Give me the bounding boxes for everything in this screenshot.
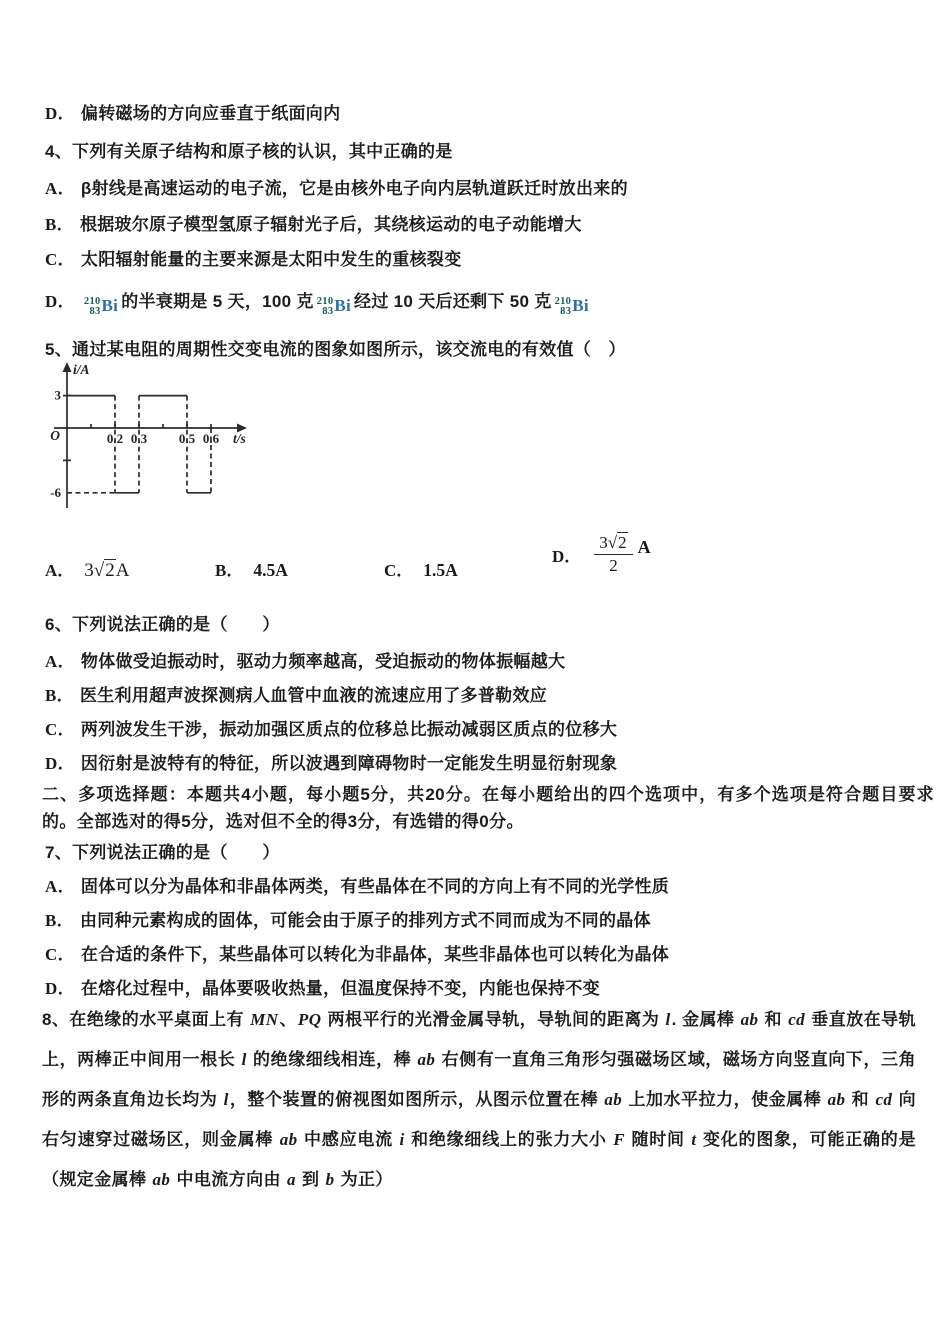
section-2-header: 二、多项选择题：本题共4小题，每小题5分，共20分。在每小题给出的四个选项中，有多个选项是符合题目要求的。全部选对的得5分，选对但不全的得3分，有选错的得0分。: [42, 785, 934, 831]
option-letter: D．: [45, 979, 75, 998]
option-text: 医生利用超声波探测病人血管中血液的流速应用了多普勒效应: [79, 686, 548, 705]
option-value: [84, 560, 129, 581]
q5-option-c: [384, 556, 458, 581]
option-letter: D．: [45, 754, 75, 773]
radical-sign: √: [607, 533, 618, 552]
atomic-number: 83: [89, 306, 101, 317]
option-letter: A．: [45, 561, 75, 580]
svg-text:O: O: [50, 428, 60, 443]
option-text-part2: 经过 10 天后还剩下 50 克: [354, 292, 552, 311]
square-wave-chart: [34, 360, 269, 520]
option-text: 根据玻尔原子模型氢原子辐射光子后，其绕核运动的电子动能增大: [79, 215, 582, 234]
unit: A: [637, 536, 651, 557]
q5-option-d: [552, 532, 651, 576]
bi-210-nuclide: [554, 296, 589, 317]
q4-option-b: [45, 210, 582, 235]
option-letter: D．: [45, 104, 75, 123]
coefficient: 3: [84, 560, 94, 581]
q6-title: 6、下列说法正确的是（ ）: [45, 615, 280, 634]
option-text: 两列波发生干涉，振动加强区质点的位移总比振动减弱区质点的位移大: [80, 720, 618, 739]
option-letter: C．: [45, 945, 75, 964]
square-root: [94, 559, 116, 582]
q6-option-b: [45, 681, 547, 706]
atomic-number: 83: [560, 306, 572, 317]
q4-title: 4、下列有关原子结构和原子核的认识，其中正确的是: [45, 142, 453, 161]
nuclide-numbers: [317, 297, 334, 317]
q5-option-b: [215, 556, 288, 581]
option-text: 由同种元素构成的固体，可能会由于原子的排列方式不同而成为不同的晶体: [79, 911, 651, 930]
q6-option-a: [45, 647, 565, 672]
option-text: 因衍射是波特有的特征，所以波遇到障碍物时一定能发生明显衍射现象: [80, 754, 618, 773]
option-text: 在合适的条件下，某些晶体可以转化为非晶体，某些非晶体也可以转化为晶体: [80, 945, 670, 964]
radicand: 2: [618, 533, 627, 552]
q7-option-c: [45, 940, 669, 965]
bi-210-nuclide: [316, 296, 352, 317]
nuclide-numbers: [555, 297, 572, 317]
nuclide-numbers: [84, 297, 101, 317]
current-time-graph: [34, 360, 269, 525]
fraction-numerator: [594, 532, 632, 555]
q7-option-b: [45, 906, 651, 931]
q4-option-a: [45, 174, 628, 199]
coefficient: 3: [599, 533, 608, 552]
svg-text:-6: -6: [50, 484, 61, 500]
bi-210-nuclide: [83, 296, 119, 317]
option-value: 1.5A: [423, 560, 458, 580]
option-letter: D．: [45, 292, 75, 311]
q6-option-c: [45, 715, 617, 740]
unit: A: [115, 560, 130, 581]
option-letter: C．: [45, 720, 75, 739]
mass-number: 210: [316, 296, 334, 307]
q4-option-d: [45, 287, 592, 320]
option-text-part1: 的半衰期是 5 天，100 克: [121, 292, 314, 311]
option-value: 4.5A: [253, 560, 288, 580]
option-letter: B．: [215, 561, 244, 580]
svg-text:3: 3: [54, 387, 61, 403]
q7-title: 7、下列说法正确的是（ ）: [45, 843, 280, 862]
svg-text:0.2: 0.2: [106, 431, 124, 446]
svg-text:i/A: i/A: [73, 362, 90, 377]
element-symbol: Bi: [334, 296, 352, 315]
option-letter: C．: [45, 250, 75, 269]
svg-text:t/s: t/s: [233, 431, 246, 446]
option-text: 太阳辐射能量的主要来源是太阳中发生的重核裂变: [80, 250, 462, 269]
mass-number: 210: [554, 296, 572, 307]
option-text: β射线是高速运动的电子流，它是由核外电子向内层轨道跃迁时放出来的: [80, 179, 628, 198]
option-letter: C．: [384, 561, 414, 580]
option-text: 偏转磁场的方向应垂直于纸面向内: [80, 104, 341, 123]
option-text: 物体做受迫振动时，驱动力频率越高，受迫振动的物体振幅越大: [80, 652, 566, 671]
radicand: 2: [105, 560, 115, 581]
fraction-denominator: 2: [609, 556, 618, 575]
q5-title: 5、通过某电阻的周期性交变电流的图象如图所示，该交流电的有效值（ ）: [45, 340, 626, 359]
svg-text:0.5: 0.5: [178, 431, 196, 446]
option-text: 固体可以分为晶体和非晶体两类，有些晶体在不同的方向上有不同的光学性质: [80, 877, 670, 896]
q6-option-d: [45, 749, 617, 774]
q8-text: 8、在绝缘的水平桌面上有 MN、PQ 两根平行的光滑金属导轨，导轨间的距离为 l. 金属棒 ab 和 cd 垂直放在导轨上，两棒正中间用一根长 l 的绝缘细线相连，棒 ab 右侧有一直角三角形匀强磁场区域，磁场方向竖直向下，三角形的两条直角边长均为 l，整个装置的俯视图如图所示，从图示位置在棒 ab 上加水平拉力，使金属棒 ab 和 cd 向右匀速穿过磁场区，则金属棒 ab 中感应电流 i 和绝缘细线上的张力大小 F 随时间 t 变化的图象，可能正确的是（规定金属棒 ab 中电流方向由 a 到 b 为正）: [42, 1010, 916, 1189]
option-letter: A．: [45, 652, 75, 671]
svg-text:0.3: 0.3: [130, 431, 148, 446]
element-symbol: Bi: [101, 296, 119, 315]
q7-option-d: [45, 974, 600, 999]
radical-sign: √: [93, 560, 105, 581]
option-letter: B．: [45, 215, 74, 234]
fraction: [594, 532, 632, 576]
svg-text:0.6: 0.6: [202, 431, 220, 446]
option-letter: B．: [45, 911, 74, 930]
option-letter: A．: [45, 877, 75, 896]
q5-option-a: [45, 556, 129, 582]
q7-option-a: [45, 872, 669, 897]
atomic-number: 83: [322, 306, 334, 317]
q4-option-c: [45, 245, 462, 270]
option-letter: A．: [45, 179, 75, 198]
option-text: 在熔化过程中，晶体要吸收热量，但温度保持不变，内能也保持不变: [80, 979, 600, 998]
prev-question-option-d: [45, 99, 340, 124]
option-letter: D．: [552, 546, 582, 566]
square-root: [608, 532, 628, 553]
element-symbol: Bi: [572, 296, 589, 315]
mass-number: 210: [83, 296, 101, 307]
option-letter: B．: [45, 686, 74, 705]
